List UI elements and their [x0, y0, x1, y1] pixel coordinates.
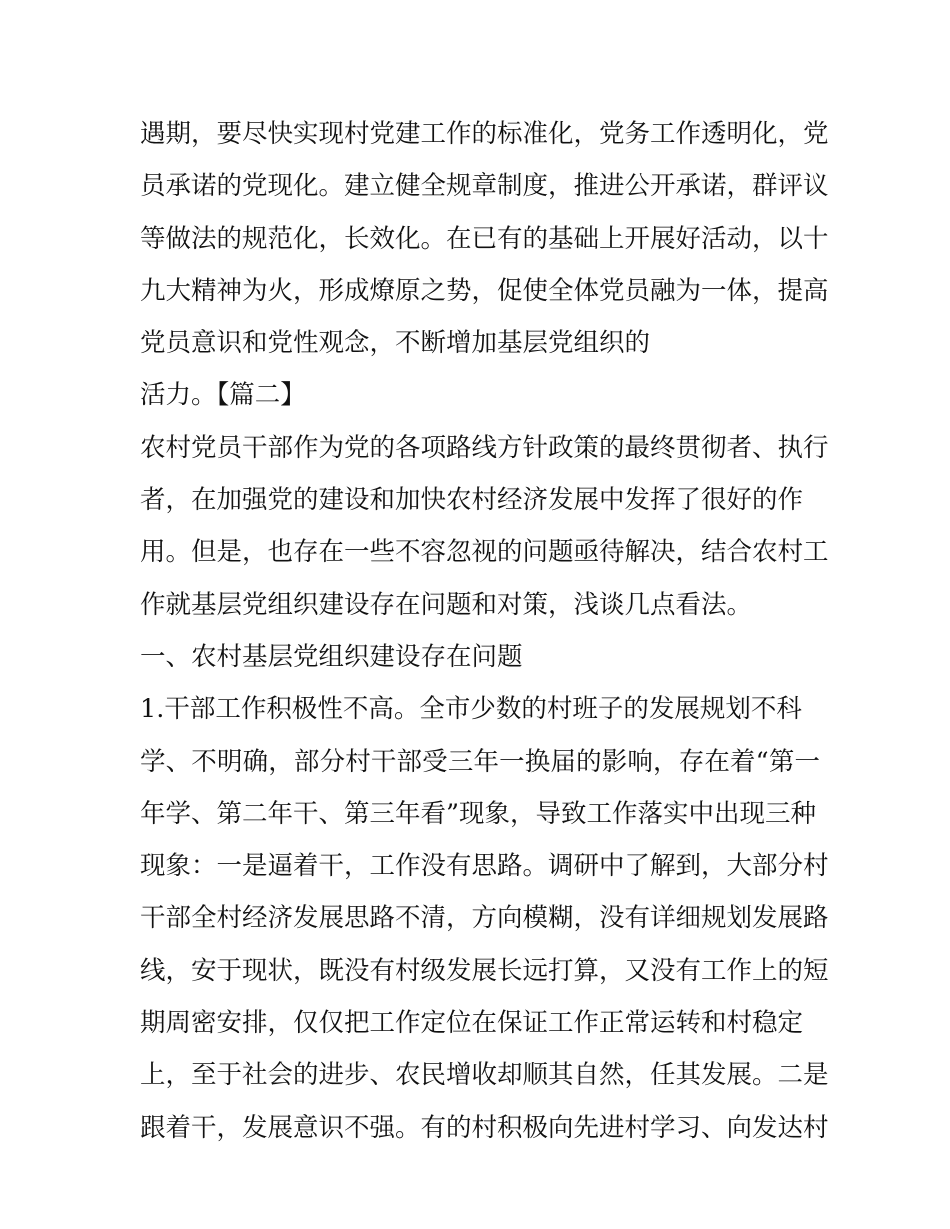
text-line: 用。但是，也存在一些不容忽视的问题亟待解决，结合农村工 [140, 537, 829, 568]
text-line: 九大精神为火，形成燎原之势，促使全体党员融为一体，提高 [140, 275, 829, 306]
text-line: 者，在加强党的建设和加快农村经济发展中发挥了很好的作 [140, 485, 804, 516]
text-line: 等做法的规范化，长效化。在已有的基础上开展好活动，以十 [140, 223, 829, 254]
document-body [140, 108, 829, 1154]
text-line: 1.干部工作积极性不高。全市少数的村班子的发展规划不科 [140, 694, 802, 725]
section-heading-line: 活力。【篇二】 [140, 380, 306, 411]
text-line: 跟着干，发展意识不强。有的村积极向先进村学习、向发达村 [140, 1112, 829, 1143]
text-line: 党员意识和党性观念，不断增加基层党组织的 [140, 328, 651, 359]
text-line: 线，安于现状，既没有村级发展长远打算，又没有工作上的短 [140, 955, 829, 986]
text-line: 上，至于社会的进步、农民增收却顺其自然，任其发展。二是 [140, 1060, 829, 1091]
text-line: 年学、第二年干、第三年看”现象，导致工作落实中出现三种 [140, 798, 817, 829]
section-heading: 一、农村基层党组织建设存在问题 [140, 641, 523, 672]
text-line: 现象：一是逼着干，工作没有思路。调研中了解到，大部分村 [140, 851, 829, 882]
text-line: 学、不明确，部分村干部受三年一换届的影响，存在着“第一 [140, 746, 820, 777]
text-line: 干部全村经济发展思路不清，方向模糊，没有详细规划发展路 [140, 903, 829, 934]
text-line: 期周密安排，仅仅把工作定位在保证工作正常运转和村稳定 [140, 1008, 804, 1039]
text-line: 遇期，要尽快实现村党建工作的标准化，党务工作透明化，党 [140, 119, 829, 149]
text-line: 员承诺的党现化。建立健全规章制度，推进公开承诺，群评议 [140, 171, 829, 202]
text-line: 农村党员干部作为党的各项路线方针政策的最终贯彻者、执行 [140, 432, 829, 463]
text-line: 作就基层党组织建设存在问题和对策，浅谈几点看法。 [140, 589, 753, 620]
